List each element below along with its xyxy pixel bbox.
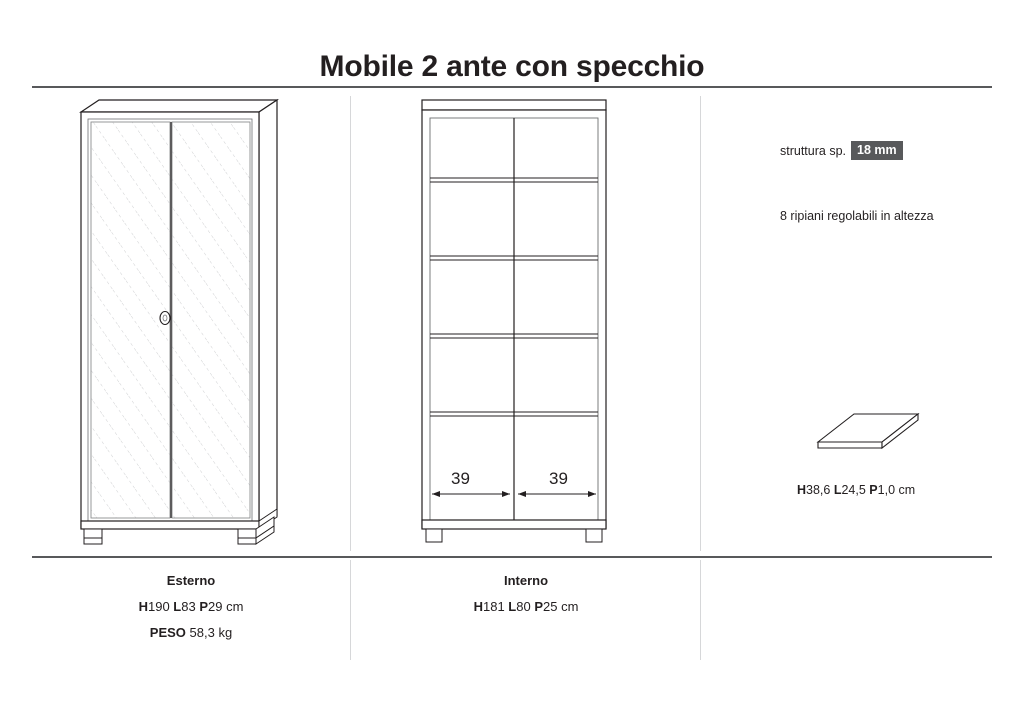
- interior-caption: [352, 568, 700, 620]
- exterior-caption-dimensions: H190 L83 P29 cm: [138, 599, 244, 614]
- shelf-dimensions: H38,6 L24,5 P1,0 cm: [797, 483, 916, 497]
- structure-thickness-row: [780, 142, 903, 161]
- shelves-note: 8 ripiani regolabili in altezza: [780, 209, 934, 223]
- interior-view-drawing: [400, 96, 630, 546]
- divider-bottom: [32, 556, 992, 558]
- exterior-view-drawing: [55, 96, 305, 546]
- interior-caption-dimensions: H181 L80 P25 cm: [473, 599, 579, 614]
- exterior-caption-heading: Esterno: [166, 573, 216, 588]
- interior-right-width-label: 39: [549, 469, 568, 488]
- structure-thickness-badge: 18 mm: [851, 141, 903, 160]
- exterior-caption-weight: PESO 58,3 kg: [149, 625, 233, 640]
- door-handle-icon: [160, 312, 170, 325]
- column-separator-1: [350, 96, 351, 551]
- exterior-caption: [32, 568, 350, 646]
- caption-separator-2: [700, 560, 701, 660]
- interior-caption-heading: Interno: [503, 573, 549, 588]
- column-separator-2: [700, 96, 701, 551]
- divider-top: [32, 86, 992, 88]
- shelf-isometric-icon: [808, 408, 928, 468]
- page-title: Mobile 2 ante con specchio: [319, 50, 705, 83]
- structure-thickness-label: struttura sp.: [780, 144, 846, 158]
- caption-separator-1: [350, 560, 351, 660]
- interior-left-width-label: 39: [451, 469, 470, 488]
